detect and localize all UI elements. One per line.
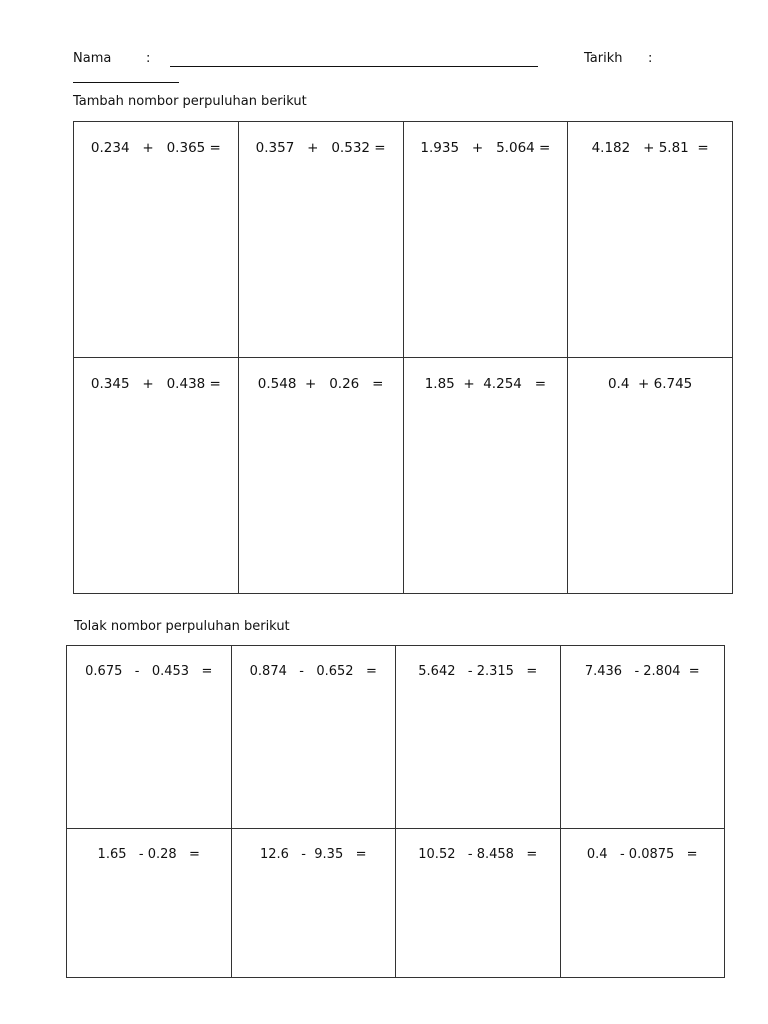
subtraction-instruction: Tolak nombor perpuluhan berikut: [74, 619, 290, 634]
addition-question: 1.85 + 4.254 =: [424, 376, 547, 392]
name-blank-line[interactable]: [170, 66, 538, 67]
name-label: Nama: [73, 51, 112, 66]
subtraction-question: 0.675 - 0.453 =: [85, 664, 213, 679]
addition-cell[interactable]: [568, 122, 733, 358]
addition-instruction: Tambah nombor perpuluhan berikut: [73, 94, 307, 109]
addition-cell[interactable]: [403, 358, 568, 594]
subtraction-question: 10.52 - 8.458 =: [418, 847, 538, 862]
subtraction-question: 5.642 - 2.315 =: [418, 664, 538, 679]
subtraction-cell[interactable]: [560, 646, 725, 829]
addition-cell[interactable]: [568, 358, 733, 594]
subtraction-question: 0.874 - 0.652 =: [249, 664, 377, 679]
addition-question: 0.4 + 6.745: [607, 376, 693, 392]
subtraction-question: 12.6 - 9.35 =: [259, 847, 367, 862]
addition-question: 0.234 + 0.365 =: [90, 140, 221, 156]
addition-question: 0.357 + 0.532 =: [255, 140, 386, 156]
subtraction-cell[interactable]: [231, 646, 396, 829]
addition-table: [73, 121, 733, 594]
date-blank-line[interactable]: [73, 82, 179, 83]
subtraction-cell[interactable]: [231, 829, 396, 978]
addition-question: 4.182 + 5.81 =: [591, 140, 709, 156]
subtraction-question: 0.4 - 0.0875 =: [586, 847, 698, 862]
addition-cell[interactable]: [74, 122, 239, 358]
subtraction-question: 7.436 - 2.804 =: [584, 664, 700, 679]
subtraction-cell[interactable]: [396, 829, 561, 978]
addition-question: 0.548 + 0.26 =: [257, 376, 384, 392]
addition-question: 1.935 + 5.064 =: [420, 140, 551, 156]
subtraction-cell[interactable]: [67, 646, 232, 829]
addition-question: 0.345 + 0.438 =: [90, 376, 221, 392]
subtraction-table: [66, 645, 725, 978]
name-colon: :: [146, 51, 151, 66]
addition-cell[interactable]: [238, 358, 403, 594]
addition-cell[interactable]: [238, 122, 403, 358]
date-label: Tarikh: [584, 51, 623, 66]
subtraction-cell[interactable]: [396, 646, 561, 829]
date-colon: :: [648, 51, 653, 66]
addition-cell[interactable]: [74, 358, 239, 594]
subtraction-question: 1.65 - 0.28 =: [97, 847, 200, 862]
subtraction-cell[interactable]: [67, 829, 232, 978]
addition-cell[interactable]: [403, 122, 568, 358]
subtraction-cell[interactable]: [560, 829, 725, 978]
